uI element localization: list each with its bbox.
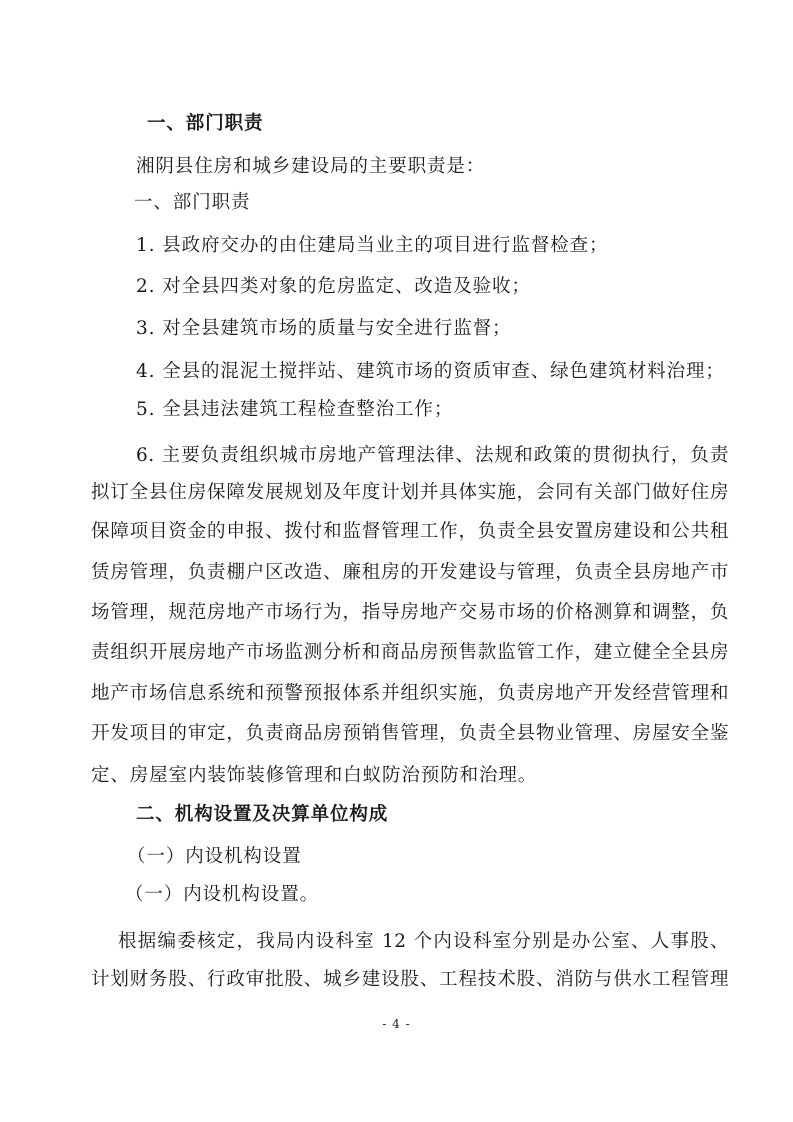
section-heading-1: 一、部门职责 — [147, 113, 264, 134]
list-item: 5. 全县违法建筑工程检查整治工作； — [136, 399, 454, 420]
paragraph-line: 场管理，规范房地产市场行为，指导房地产交易市场的价格测算和调整，负 — [91, 602, 729, 623]
list-item: 3. 对全县建筑市场的质量与安全进行监督； — [136, 318, 512, 339]
paragraph-line: 根据编委核定，我局内设科室 12 个内设科室分别是办公室、人事股、 — [118, 931, 729, 952]
subheading-2a: （一）内设机构设置 — [127, 846, 302, 867]
paragraph-line: 赁房管理，负责棚户区改造、廉租房的开发建设与管理，负责全县房地产市 — [91, 562, 729, 583]
paragraph-line: 计划财务股、行政审批股、城乡建设股、工程技术股、消防与供水工程管理 — [91, 969, 729, 990]
paragraph-line: 责组织开展房地产市场监测分析和商品房预售款监管工作，建立健全全县房 — [91, 642, 729, 663]
paragraph-line: 地产市场信息系统和预警预报体系并组织实施，负责房地产开发经营管理和 — [91, 683, 729, 704]
subheading-1: 一、部门职责 — [134, 192, 251, 213]
subheading-2b: （一）内设机构设置。 — [125, 884, 320, 905]
paragraph-line: 拟订全县住房保障发展规划及年度计划并具体实施，会同有关部门做好住房 — [91, 482, 729, 503]
paragraph-line: 定、房屋室内装饰装修管理和白蚁防治预防和治理。 — [91, 765, 538, 786]
section-heading-2: 二、机构设置及决算单位构成 — [136, 804, 389, 825]
page-number: - 4 - — [382, 1017, 411, 1031]
intro-line: 湘阴县住房和城乡建设局的主要职责是： — [136, 156, 486, 177]
list-item: 1. 县政府交办的由住建局当业主的项目进行监督检查； — [136, 235, 609, 256]
list-item: 2. 对全县四类对象的危房监定、改造及验收； — [136, 276, 531, 297]
paragraph-line: 保障项目资金的申报、拨付和监督管理工作，负责全县安置房建设和公共租 — [91, 521, 729, 542]
paragraph-line: 开发项目的审定，负责商品房预销售管理，负责全县物业管理、房屋安全鉴 — [91, 723, 729, 744]
list-item: 4. 全县的混泥土搅拌站、建筑市场的资质审查、绿色建筑材料治理； — [136, 361, 725, 382]
paragraph-line: 6. 主要负责组织城市房地产管理法律、法规和政策的贯彻执行，负责 — [136, 445, 729, 466]
